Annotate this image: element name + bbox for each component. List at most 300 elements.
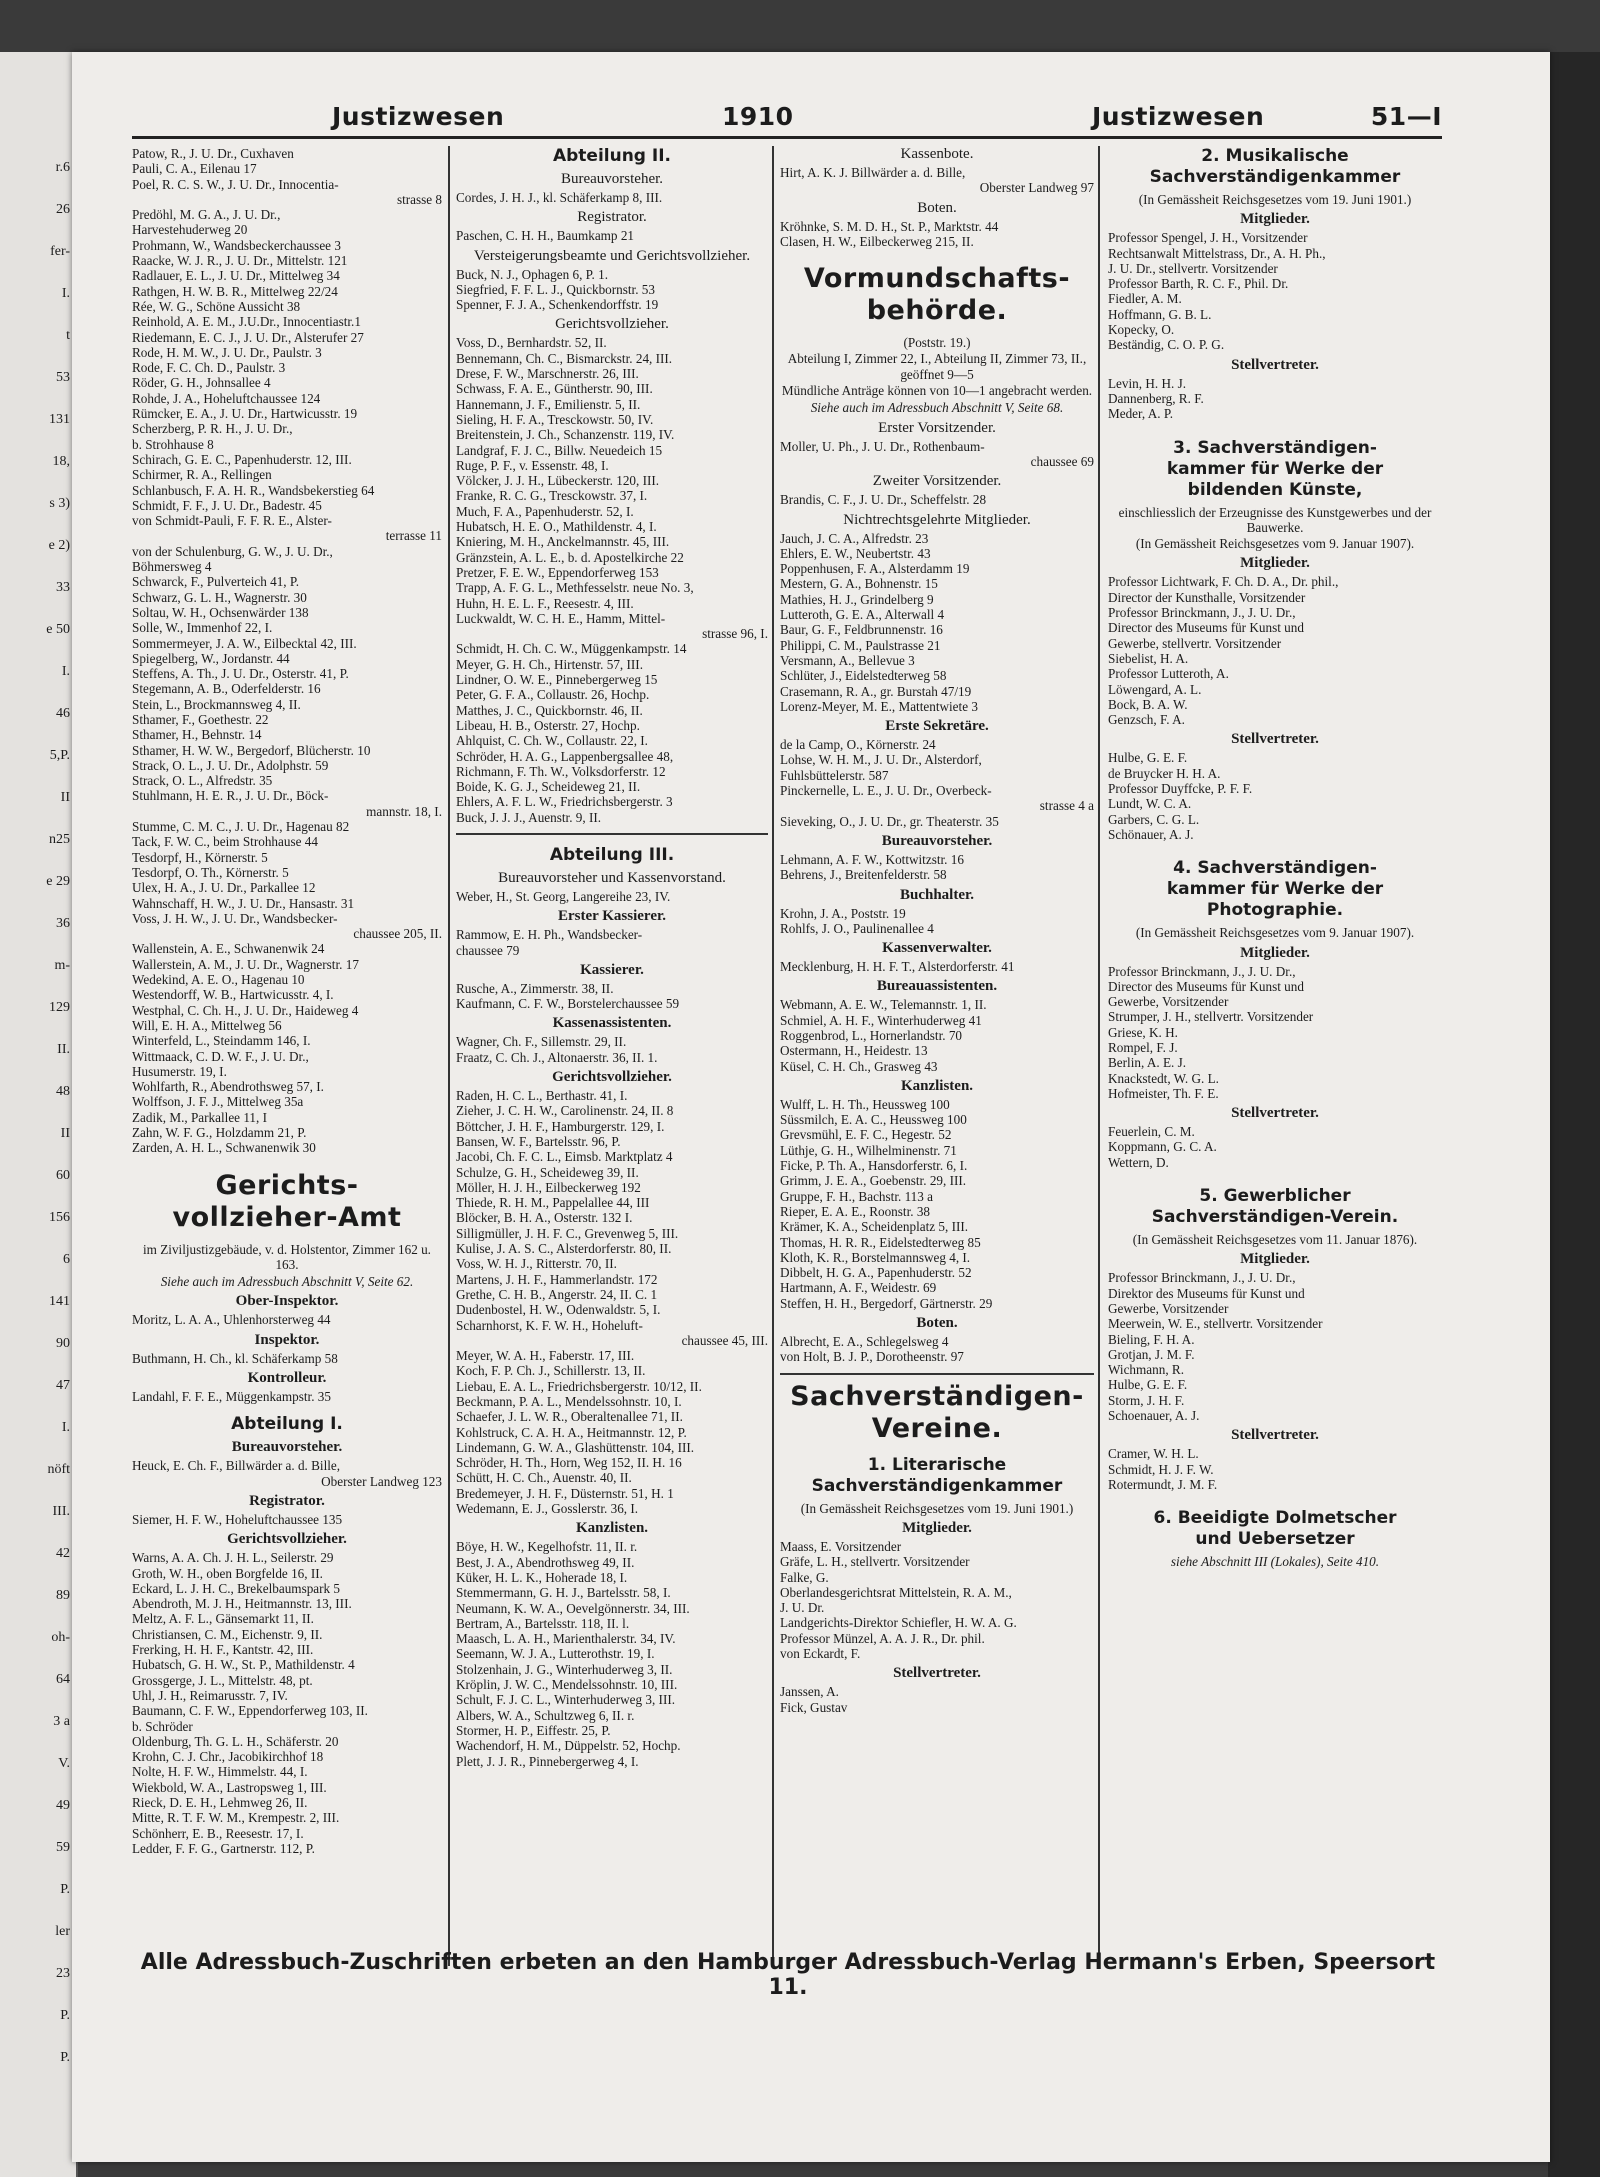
list-item: Schwass, F. A. E., Güntherstr. 90, III. [456, 381, 653, 397]
list-item: Wachendorf, H. M., Düppelstr. 52, Hochp. [456, 1738, 681, 1754]
list-item: Böye, H. W., Kegelhofstr. 11, II. r. [456, 1539, 638, 1555]
list-item: Stumme, C. M. C., J. U. Dr., Hagenau 82 [132, 819, 350, 835]
section-heading: bildenden Künste, [1187, 479, 1363, 500]
list-item: Jauch, J. C. A., Alfredstr. 23 [780, 530, 929, 546]
subheading: Bureauvorsteher. [231, 1439, 343, 1456]
subheading: Kanzlisten. [575, 1520, 649, 1537]
edge-fragment: 90 [56, 1336, 70, 1351]
list-item: Wulff, L. H. Th., Heussweg 100 [780, 1096, 950, 1112]
list-item: Fiedler, A. M. [1108, 291, 1182, 307]
section-heading: und Uebersetzer [1195, 1529, 1355, 1550]
subheading: Kassenbote. [900, 146, 974, 162]
list-item: Steffen, H. H., Bergedorf, Gärtnerstr. 29 [780, 1295, 993, 1311]
list-item: Thomas, H. R. R., Eidelstedterweg 85 [780, 1234, 981, 1250]
list-item: Schröder, H. Th., Horn, Weg 152, II. H. 16 [456, 1455, 682, 1471]
list-item: mannstr. 18, I. [366, 803, 442, 819]
list-item: Landgraf, F. J. C., Billw. Neuedeich 15 [456, 442, 663, 458]
list-item: Buthmann, H. Ch., kl. Schäferkamp 58 [132, 1350, 338, 1366]
list-item: Berlin, A. E. J. [1108, 1055, 1187, 1071]
list-item: Professor Münzel, A. A. J. R., Dr. phil. [780, 1630, 985, 1646]
list-item: Rohlfs, J. O., Paulinenallee 4 [780, 920, 934, 936]
list-item: chaussee 45, III. [681, 1332, 768, 1348]
list-item: Professor Spengel, J. H., Vorsitzender [1108, 230, 1308, 246]
law-note: (In Gemässheit Reichsgesetzes vom 11. Januar 1876). [1132, 1232, 1418, 1248]
edge-fragment: 47 [56, 1378, 70, 1393]
list-item: Feuerlein, C. M. [1108, 1124, 1195, 1140]
list-item: Tack, F. W. C., beim Strohhause 44 [132, 834, 318, 850]
subheading: Gerichtsvollzieher. [555, 316, 669, 333]
subheading: Zweiter Vorsitzender. [872, 473, 1002, 490]
list-item: Siemer, H. F. W., Hoheluftchaussee 135 [132, 1511, 343, 1527]
list-item: Tesdorpf, O. Th., Körnerstr. 5 [132, 864, 289, 880]
list-item: Harvestehuderweg 20 [132, 222, 248, 238]
info-text: Mündliche Anträge können von 10—1 angebracht werden. [781, 383, 1093, 399]
list-item: Voss, W. H. J., Ritterstr. 70, II. [456, 1256, 617, 1272]
list-item: Mathies, H. J., Grindelberg 9 [780, 591, 934, 607]
list-item: Hofmeister, Th. F. E. [1108, 1085, 1219, 1101]
edge-fragment: n25 [49, 832, 70, 847]
list-item: Schönherr, E. B., Reesestr. 17, I. [132, 1825, 304, 1841]
edge-fragment: 36 [56, 916, 70, 931]
law-note: (In Gemässheit Reichsgesetzes vom 19. Juni 1901.) [1138, 192, 1412, 207]
list-item: Fick, Gustav [780, 1699, 848, 1715]
edge-fragment: s 3) [49, 496, 70, 511]
list-item: Kaufmann, C. F. W., Borstelerchaussee 59 [456, 996, 680, 1012]
info-text: einschliesslich der Erzeugnisse des Kunstgewerbes und der Bauwerke. [1118, 504, 1432, 535]
list-item: von Schmidt-Pauli, F. F. R. E., Alster- [132, 513, 332, 529]
list-item: Meyer, G. H. Ch., Hirtenstr. 57, III. [456, 656, 643, 672]
list-item: Libeau, H. B., Osterstr. 27, Hochp. [456, 717, 640, 733]
list-item: Maass, E. Vorsitzender [780, 1538, 902, 1554]
page-header [132, 96, 1442, 139]
edge-fragment: nöft [47, 1462, 70, 1477]
list-item: Koppmann, G. C. A. [1108, 1139, 1217, 1155]
list-item: Wolffson, J. F. J., Mittelweg 35a [132, 1094, 304, 1110]
section-title: Vormundschafts- [803, 263, 1071, 295]
header-right: Justizwesen [1092, 102, 1265, 131]
list-item: Voss, D., Bernhardstr. 52, II. [456, 335, 607, 351]
list-item: Behrens, J., Breitenfelderstr. 58 [780, 867, 947, 883]
list-item: Abendroth, M. J. H., Heitmannstr. 13, III. [132, 1596, 352, 1612]
list-item: Sthamer, H. W. W., Bergedorf, Blücherstr. 10 [132, 742, 371, 758]
section-heading: Abteilung II. [552, 146, 672, 166]
list-item: Ruge, P. F., v. Essenstr. 48, I. [456, 457, 609, 473]
section-title: Gerichts- [215, 1169, 359, 1201]
list-item: Schmidt, H. Ch. C. W., Müggenkampstr. 14 [456, 641, 687, 657]
list-item: Wiekbold, W. A., Lastropsweg 1, III. [132, 1779, 327, 1795]
list-item: Philippi, C. M., Paulstrasse 21 [780, 637, 941, 653]
list-item: Ehlers, A. F. L. W., Friedrichsbergerstr. 3 [456, 794, 673, 810]
list-item: Baur, G. F., Feldbrunnenstr. 16 [780, 622, 943, 638]
list-item: Garbers, C. G. L. [1108, 811, 1200, 827]
list-item: Kloth, K. R., Borstelmannsweg 4, I. [780, 1249, 971, 1265]
edge-fragment: II [60, 790, 70, 805]
subheading: Kassenverwalter. [882, 940, 992, 957]
list-item: Brandis, C. F., J. U. Dr., Scheffelstr. 28 [780, 492, 987, 508]
edge-fragment: fer- [50, 244, 70, 259]
list-item: Liebau, E. A. L., Friedrichsbergerstr. 10/12, II. [456, 1378, 702, 1394]
list-item: Kröhnke, S. M. D. H., St. P., Marktstr. 44 [780, 218, 999, 234]
list-item: Lindner, O. W. E., Pinnebergerweg 15 [456, 672, 658, 688]
subheading: Registrator. [249, 1492, 325, 1509]
list-item: Solle, W., Immenhof 22, I. [132, 620, 273, 636]
list-item: Lehmann, A. F. W., Kottwitzstr. 16 [780, 851, 964, 867]
list-item: Westendorff, W. B., Hartwicusstr. 4, I. [132, 987, 334, 1003]
section-heading: kammer für Werke der [1166, 458, 1384, 479]
list-item: Bansen, W. F., Bartelsstr. 96, P. [456, 1133, 621, 1149]
list-item: Baumann, C. F. W., Eppendorferweg 103, II. [132, 1703, 368, 1719]
list-item: Lorenz-Meyer, M. E., Mattentwiete 3 [780, 698, 978, 714]
edge-fragment: V. [58, 1756, 70, 1771]
list-item: Zadik, M., Parkallee 11, I [132, 1109, 268, 1125]
list-item: Stuhlmann, H. E. R., J. U. Dr., Böck- [132, 788, 329, 804]
list-item: Director der Kunsthalle, Vorsitzender [1108, 589, 1306, 605]
edge-fragment: P. [60, 2050, 70, 2065]
list-item: Schirach, G. E. C., Papenhuderstr. 12, III. [132, 451, 352, 467]
edge-fragment: 46 [56, 706, 70, 721]
list-item: Hulbe, G. E. F. [1108, 1377, 1188, 1393]
list-item: Süssmilch, E. A. C., Heussweg 100 [780, 1112, 967, 1128]
subheading: Versteigerungsbeamte und Gerichtsvollzieher. [473, 247, 751, 264]
list-item: Rieper, E. A. E., Roonstr. 38 [780, 1203, 931, 1219]
subheading: Kontrolleur. [247, 1370, 327, 1387]
list-item: Christiansen, C. M., Eichenstr. 9, II. [132, 1626, 323, 1642]
list-item: Landgerichts-Direktor Schiefler, H. W. A. G. [780, 1615, 1017, 1631]
list-item: Möller, H. J. H., Eilbeckerweg 192 [456, 1179, 641, 1195]
list-item: Wichmann, R. [1108, 1362, 1185, 1378]
edge-fragment: 60 [56, 1168, 70, 1183]
law-note: (In Gemässheit Reichsgesetzes vom 19. Juni 1901.) [800, 1500, 1074, 1516]
list-item: Lundt, W. C. A. [1108, 796, 1192, 812]
list-item: Buck, J. J. J., Auenstr. 9, II. [456, 809, 602, 825]
edge-fragment: 5,P. [49, 748, 70, 763]
list-item: Stormer, H. P., Eiffestr. 25, P. [456, 1722, 611, 1738]
list-item: Sommermeyer, J. A. W., Eilbecktal 42, III. [132, 635, 357, 651]
list-item: Matthes, J. C., Quickbornstr. 46, II. [456, 702, 643, 718]
list-item: Wedekind, A. E. O., Hagenau 10 [132, 972, 305, 988]
edge-fragment: 18, [52, 454, 70, 469]
subheading: Mitglieder. [1240, 211, 1310, 228]
column-2 [448, 146, 774, 1966]
list-item: Grethe, C. H. B., Angerstr. 24, II. C. 1 [456, 1286, 658, 1302]
list-item: Rümcker, E. A., J. U. Dr., Hartwicusstr. 19 [132, 406, 358, 422]
list-item: Wohlfarth, R., Abendrothsweg 57, I. [132, 1079, 324, 1095]
subheading: Gerichtsvollzieher. [227, 1531, 347, 1548]
edge-fragment: e 2) [48, 538, 70, 553]
list-item: Hubatsch, G. H. W., St. P., Mathildenstr. 4 [132, 1657, 355, 1673]
section-title: Vereine. [871, 1412, 1003, 1444]
subheading: Nichtrechtsgelehrte Mitglieder. [843, 511, 1031, 528]
list-item: Röder, G. H., Johnsallee 4 [132, 375, 271, 391]
list-item: Sthamer, H., Behnstr. 14 [132, 727, 262, 743]
list-item: b. Strohhause 8 [132, 436, 214, 452]
subheading: Boten. [916, 1315, 958, 1332]
list-item: Riedemann, E. C. J., J. U. Dr., Alsterufer 27 [132, 329, 364, 345]
list-item: Predöhl, M. G. A., J. U. Dr., [132, 207, 281, 223]
list-item: Schmidt, H. J. F. W. [1108, 1461, 1214, 1477]
list-item: Richmann, F. Th. W., Volksdorferstr. 12 [456, 763, 666, 779]
list-item: Lüthje, G. H., Wilhelminenstr. 71 [780, 1142, 957, 1158]
subheading: Stellvertreter. [1231, 731, 1319, 748]
list-item: Professor Brinckmann, J., J. U. Dr., [1108, 1270, 1296, 1286]
list-item: Oberlandesgerichtsrat Mittelstein, R. A. M., [780, 1584, 1012, 1600]
list-item: Beständig, C. O. P. G. [1108, 337, 1225, 353]
see-also-note: Siehe auch im Adressbuch Abschnitt V, Seite 62. [160, 1274, 414, 1290]
list-item: Clasen, H. W., Eilbeckerweg 215, II. [780, 233, 974, 249]
section-heading: 5. Gewerblicher [1199, 1186, 1351, 1207]
list-item: Schlüter, J., Eidelstedterweg 58 [780, 668, 947, 684]
list-item: Wagner, Ch. F., Sillemstr. 29, II. [456, 1034, 627, 1050]
subheading: Inspektor. [254, 1331, 320, 1348]
list-item: Bock, B. A. W. [1108, 696, 1188, 712]
list-item: Falke, G. [780, 1569, 829, 1585]
list-item: Wallenstein, A. E., Schwanenwik 24 [132, 941, 325, 957]
scan-border [1548, 52, 1600, 2177]
law-note: (In Gemässheit Reichsgesetzes vom 9. Januar 1907). [1135, 925, 1415, 941]
list-item: Albrecht, E. A., Schlegelsweg 4 [780, 1334, 949, 1350]
list-item: Husumerstr. 19, I. [132, 1063, 227, 1079]
list-item: Mitte, R. T. F. W. M., Krempestr. 2, III. [132, 1810, 340, 1826]
list-item: chaussee 79 [456, 942, 520, 958]
list-item: Hulbe, G. E. F. [1108, 750, 1188, 766]
edge-fragment: 6 [63, 1252, 70, 1267]
subheading: Buchhalter. [899, 886, 975, 903]
list-item: Sthamer, F., Goethestr. 22 [132, 711, 269, 727]
list-item: Lindemann, G. W. A., Glashüttenstr. 104, III. [456, 1439, 695, 1455]
list-item: Raden, H. C. L., Berthastr. 41, I. [456, 1088, 628, 1104]
edge-fragment: 131 [49, 412, 70, 427]
list-item: Cramer, W. H. L. [1108, 1446, 1199, 1462]
list-item: de Bruycker H. H. A. [1108, 765, 1221, 781]
list-item: Scharnhorst, K. F. W. H., Hoheluft- [456, 1317, 643, 1333]
subheading: Bureauvorsteher. [560, 171, 664, 187]
edge-fragment: III. [52, 1504, 70, 1519]
list-item: Jacobi, Ch. F. C. L., Eimsb. Marktplatz 4 [456, 1149, 673, 1165]
list-item: Westphal, C. Ch. H., J. U. Dr., Haideweg 4 [132, 1002, 359, 1018]
list-item: Böttcher, J. H. F., Hamburgerstr. 129, I. [456, 1118, 665, 1134]
list-item: b. Schröder [132, 1718, 193, 1734]
list-item: von Eckardt, F. [780, 1646, 861, 1661]
list-item: Trapp, A. F. G. L., Methfesselstr. neue No. 3, [456, 580, 694, 596]
list-item: Hannemann, J. F., Emilienstr. 5, II. [456, 396, 641, 412]
list-item: Peter, G. F. A., Collaustr. 26, Hochp. [456, 687, 650, 703]
list-item: Bertram, A., Bartelsstr. 118, II. l. [456, 1615, 630, 1631]
list-item: Martens, J. H. F., Hammerlandstr. 172 [456, 1271, 658, 1287]
list-item: Schwarck, F., Pulverteich 41, P. [132, 574, 300, 590]
list-item: Grimm, J. E. A., Goebenstr. 29, III. [780, 1173, 967, 1189]
list-item: Bennemann, Ch. C., Bismarckstr. 24, III. [456, 350, 673, 366]
list-item: Dudenbostel, H. W., Odenwaldstr. 5, I. [456, 1302, 661, 1318]
edge-fragment: I. [61, 286, 70, 301]
list-item: Meltz, A. F. L., Gänsemarkt 11, II. [132, 1611, 314, 1627]
edge-fragment: 59 [56, 1840, 70, 1855]
list-item: Moller, U. Ph., J. U. Dr., Rothenbaum- [780, 438, 985, 454]
subheading: Stellvertreter. [1231, 1427, 1319, 1444]
list-item: Schröder, H. A. G., Lappenbergsallee 48, [456, 748, 674, 764]
edge-fragment: P. [60, 1882, 70, 1897]
list-item: Wittmaack, C. D. W. F., J. U. Dr., [132, 1048, 309, 1064]
subheading: Stellvertreter. [893, 1665, 981, 1682]
list-item: Schmiel, A. H. F., Winterhuderweg 41 [780, 1012, 982, 1028]
list-item: Krohn, C. J. Chr., Jacobikirchhof 18 [132, 1749, 324, 1765]
list-item: Grotjan, J. M. F. [1108, 1346, 1195, 1362]
list-item: Küker, H. L. K., Hoherade 18, I. [456, 1569, 628, 1585]
list-item: Stemmermann, G. H. J., Bartelsstr. 58, I. [456, 1585, 671, 1601]
see-also-note: Siehe auch im Adressbuch Abschnitt V, Seite 68. [810, 400, 1064, 416]
list-item: Rompel, F. J. [1108, 1039, 1178, 1055]
list-item: Grevsmühl, E. F. C., Hegestr. 52 [780, 1127, 952, 1143]
list-item: Rathgen, H. W. B. R., Mittelweg 22/24 [132, 283, 338, 299]
edge-fragment: m- [54, 958, 70, 973]
subheading: Erste Sekretäre. [885, 718, 989, 735]
list-item: Koch, F. P. Ch. J., Schillerstr. 13, II. [456, 1363, 646, 1379]
list-item: Bieling, F. H. A. [1108, 1331, 1195, 1347]
section-heading: Abteilung III. [549, 844, 675, 865]
list-item: Professor Brinckmann, J., J. U. Dr., [1108, 605, 1296, 621]
edge-fragment: 156 [49, 1210, 70, 1225]
list-item: Oldenburg, Th. G. L. H., Schäferstr. 20 [132, 1733, 339, 1749]
section-heading: Abteilung I. [231, 1414, 343, 1435]
section-title: vollzieher-Amt [172, 1201, 402, 1233]
list-item: Wallerstein, A. M., J. U. Dr., Wagnerstr. 17 [132, 956, 359, 972]
list-item: Bredemeyer, J. H. F., Düsternstr. 51, H. 1 [456, 1485, 674, 1501]
list-item: Oberster Landweg 97 [979, 180, 1094, 196]
list-item: Versmann, A., Bellevue 3 [780, 652, 915, 668]
list-item: Hubatsch, H. E. O., Mathildenstr. 4, I. [456, 519, 657, 535]
subheading: Registrator. [577, 209, 647, 226]
list-item: Storm, J. H. F. [1108, 1392, 1185, 1408]
list-item: Professor Brinckmann, J., J. U. Dr., [1108, 963, 1296, 979]
edge-fragment: 26 [56, 202, 70, 217]
list-item: Drese, F. W., Marschnerstr. 26, III. [456, 366, 639, 382]
list-item: Paschen, C. H. H., Baumkamp 21 [456, 228, 635, 244]
list-item: Heuck, E. Ch. F., Billwärder a. d. Bille, [132, 1458, 341, 1474]
list-item: Thiede, R. H. M., Pappelallee 44, III [456, 1195, 650, 1211]
list-item: Levin, H. H. J. [1108, 375, 1187, 391]
list-item: J. U. Dr. [780, 1600, 825, 1616]
list-item: Ledder, F. F. G., Gartnerstr. 112, P. [132, 1840, 315, 1856]
list-item: Kopecky, O. [1108, 322, 1175, 338]
address-note: (Poststr. 19.) [903, 335, 971, 351]
list-item: Pinckernelle, L. E., J. U. Dr., Overbeck- [780, 783, 992, 799]
list-item: Winterfeld, L., Steindamm 146, I. [132, 1033, 311, 1049]
list-item: Zarden, A. H. L., Schwanenwik 30 [132, 1140, 316, 1156]
list-item: Moritz, L. A. A., Uhlenhorsterweg 44 [132, 1312, 331, 1328]
list-item: Hartmann, A. F., Weidestr. 69 [780, 1280, 937, 1296]
edge-fragment: 3 a [53, 1714, 70, 1729]
list-item: Spiegelberg, W., Jordanstr. 44 [132, 650, 290, 666]
list-item: Oberster Landweg 123 [321, 1473, 442, 1489]
subheading: Mitglieder. [902, 1519, 972, 1536]
page-number: 51—I [1370, 102, 1442, 131]
list-item: Dannenberg, R. F. [1108, 390, 1204, 406]
list-item: Schütt, H. C. Ch., Auenstr. 40, II. [456, 1470, 632, 1486]
list-item: Scherzberg, P. R. H., J. U. Dr., [132, 421, 293, 437]
list-item: Blöcker, B. H. A., Osterstr. 132 I. [456, 1210, 633, 1226]
list-item: Ehlers, E. W., Neubertstr. 43 [780, 545, 931, 561]
list-item: Schult, F. J. C. L., Winterhuderweg 3, III. [456, 1692, 676, 1708]
list-item: Wettern, D. [1108, 1154, 1169, 1170]
list-item: Tesdorpf, H., Körnerstr. 5 [132, 849, 268, 865]
section-heading: 2. Musikalische [1201, 146, 1349, 166]
list-item: Strumper, J. H., stellvertr. Vorsitzender [1108, 1009, 1314, 1025]
edge-fragment: I. [61, 1420, 70, 1435]
list-item: Siebelist, H. A. [1108, 650, 1189, 666]
list-item: Roggenbrod, L., Hornerlandstr. 70 [780, 1027, 963, 1043]
list-item: Rode, F. C. Ch. D., Paulstr. 3 [132, 360, 286, 376]
list-item: Director des Museums für Kunst und [1108, 978, 1304, 994]
subheading: Mitglieder. [1240, 555, 1310, 572]
list-item: Stegemann, A. B., Oderfelderstr. 16 [132, 681, 321, 697]
list-item: Gewerbe, stellvertr. Vorsitzender [1108, 635, 1282, 651]
list-item: Strack, O. L., Alfredstr. 35 [132, 773, 273, 789]
edge-fragment: 42 [56, 1546, 70, 1561]
list-item: J. U. Dr., stellvertr. Vorsitzender [1108, 260, 1278, 276]
list-item: Boide, K. G. J., Scheideweg 21, II. [456, 779, 641, 795]
subheading: Stellvertreter. [1231, 1105, 1319, 1122]
list-item: Professor Lutteroth, A. [1108, 666, 1229, 682]
list-item: Rechtsanwalt Mittelstrass, Dr., A. H. Ph., [1108, 245, 1326, 261]
list-item: Janssen, A. [780, 1684, 839, 1700]
list-item: Kniering, M. H., Anckelmannstr. 45, III. [456, 534, 670, 550]
list-item: Beckmann, P. A. L., Mendelssohnstr. 10, I. [456, 1394, 682, 1409]
subheading: Erster Kassierer. [557, 908, 667, 925]
list-item: Löwengard, A. L. [1108, 681, 1202, 697]
list-item: Mestern, G. A., Bohnenstr. 15 [780, 576, 938, 592]
list-item: von Holt, B. J. P., Dorotheenstr. 97 [780, 1349, 964, 1365]
subheading: Erster Vorsitzender. [878, 419, 996, 436]
edge-fragment: 49 [56, 1798, 70, 1813]
list-item: Frerking, H. H. F., Kantstr. 42, III. [132, 1642, 314, 1658]
list-item: Kulise, J. A. S. C., Alsterdorferstr. 80, II. [456, 1241, 672, 1257]
edge-fragment: t [66, 328, 70, 343]
edge-fragment: 141 [49, 1294, 70, 1309]
column-3 [772, 146, 1100, 1966]
list-item: Plett, J. J. R., Pinnebergerweg 4, I. [456, 1753, 639, 1769]
subheading: Bureauassistenten. [876, 978, 998, 995]
list-item: Voss, J. H. W., J. U. Dr., Wandsbecker- [132, 910, 338, 926]
list-item: Patow, R., J. U. Dr., Cuxhaven [132, 146, 294, 161]
list-item: Raacke, W. J. R., J. U. Dr., Mittelstr. 121 [132, 253, 348, 269]
list-item: Rohde, J. A., Hoheluftchaussee 124 [132, 390, 321, 406]
edge-fragment: 53 [56, 370, 70, 385]
list-item: Griese, K. H. [1108, 1024, 1178, 1040]
list-item: Genzsch, F. A. [1108, 712, 1185, 728]
list-item: Pretzer, F. E. W., Eppendorferweg 153 [456, 564, 659, 580]
list-item: Hirt, A. K. J. Billwärder a. d. Bille, [780, 165, 966, 180]
list-item: Buck, N. J., Ophagen 6, P. 1. [456, 266, 609, 282]
list-item: Rotermundt, J. M. F. [1108, 1476, 1218, 1492]
edge-fragment: 89 [56, 1588, 70, 1603]
list-item: Schönauer, A. J. [1108, 826, 1194, 842]
edge-fragment: oh- [51, 1630, 70, 1645]
list-item: Sieling, H. F. A., Tresckowstr. 50, IV. [456, 411, 654, 427]
list-item: Strack, O. L., J. U. Dr., Adolphstr. 59 [132, 757, 329, 773]
list-item: chaussee 69 [1030, 453, 1094, 469]
page-footer: Alle Adressbuch-Zuschriften erbeten an den Hamburger Adressbuch-Verlag Hermann's Erben, Speersort 11. [140, 1950, 1436, 2000]
list-item: Küsel, C. H. Ch., Grasweg 43 [780, 1058, 938, 1074]
list-item: Breitenstein, J. Ch., Schanzenstr. 119, IV. [456, 427, 675, 443]
list-item: Siegfried, F. F. L. J., Quickbornstr. 53 [456, 281, 655, 297]
list-item: Ahlquist, C. Ch. W., Collaustr. 22, I. [456, 733, 648, 749]
list-item: Franke, R. C. G., Tresckowstr. 37, I. [456, 488, 648, 504]
edge-fragment: 23 [56, 1966, 70, 1981]
list-item: Meerwein, W. E., stellvertr. Vorsitzender [1108, 1316, 1323, 1332]
list-item: Cordes, J. H. J., kl. Schäferkamp 8, III. [456, 190, 663, 205]
law-note: (In Gemässheit Reichsgesetzes vom 9. Januar 1907). [1135, 536, 1415, 552]
section-heading: Sachverständigen-Verein. [1151, 1207, 1399, 1228]
column-4 [1098, 146, 1448, 1966]
